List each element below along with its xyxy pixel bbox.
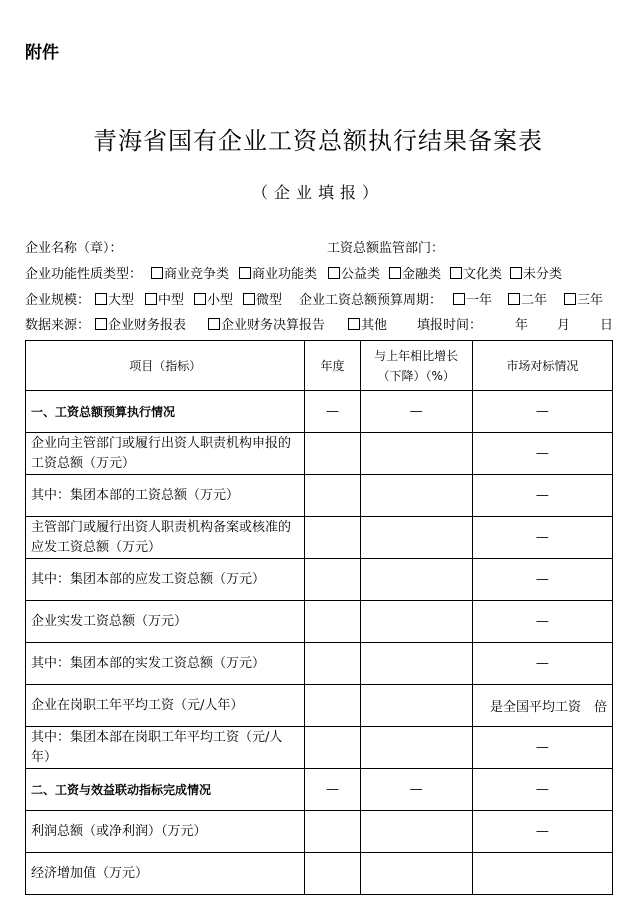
checkbox-icon[interactable]	[239, 267, 251, 279]
cell-year: —	[305, 391, 360, 433]
checkbox-icon[interactable]	[243, 293, 255, 305]
checkbox-icon[interactable]	[348, 318, 360, 330]
cell-growth: —	[360, 769, 472, 811]
cycle-option-three-year[interactable]: 三年	[564, 292, 603, 310]
company-name-label: 企业名称（章）：	[25, 241, 123, 256]
row-label: 企业在岗职工年平均工资（元/人年）	[26, 685, 305, 727]
scale-option-micro[interactable]: 微型	[243, 292, 282, 310]
table-row	[26, 559, 613, 601]
cell-market: —	[472, 475, 612, 517]
cell-growth[interactable]	[360, 811, 472, 853]
cell-market: —	[472, 391, 612, 433]
fill-time-month: 月	[557, 318, 571, 333]
function-option-commercial-competition[interactable]: 商业竞争类	[151, 266, 229, 284]
source-option-other[interactable]: 其他	[348, 317, 387, 335]
scale-option-medium[interactable]: 中型	[145, 292, 184, 310]
function-option-culture[interactable]: 文化类	[450, 266, 502, 284]
cell-growth: —	[360, 391, 472, 433]
document-title: 青海省国有企业工资总额执行结果备案表	[93, 127, 543, 155]
cycle-option-one-year[interactable]: 一年	[453, 292, 492, 310]
table-row	[26, 517, 613, 559]
row-label: 企业向主管部门或履行出资人职责机构申报的工资总额（万元）	[26, 433, 305, 475]
cell-year[interactable]	[305, 811, 360, 853]
cell-growth[interactable]	[360, 685, 472, 727]
row-label: 其中：集团本部的应发工资总额（万元）	[26, 559, 305, 601]
row-label: 其中：集团本部在岗职工年平均工资（元/人年）	[26, 727, 305, 769]
checkbox-icon[interactable]	[453, 293, 465, 305]
cell-growth[interactable]	[360, 475, 472, 517]
data-source-label: 数据来源：	[25, 318, 91, 333]
row-label: 利润总额（或净利润）（万元）	[26, 811, 305, 853]
table-row	[26, 685, 613, 727]
cell-growth[interactable]	[360, 433, 472, 475]
scale-label: 企业规模：	[25, 293, 91, 308]
row-label: 经济增加值（万元）	[26, 853, 305, 895]
row-label: 其中：集团本部的实发工资总额（万元）	[26, 643, 305, 685]
cell-market-national-ratio[interactable]: 是全国平均工资 倍	[472, 685, 612, 727]
checkbox-icon[interactable]	[450, 267, 462, 279]
table-header-row	[26, 341, 613, 391]
row-label: 主管部门或履行出资人职责机构备案或核准的应发工资总额（万元）	[26, 517, 305, 559]
function-option-public-welfare[interactable]: 公益类	[328, 266, 380, 284]
row-label: 二、工资与效益联动指标完成情况	[26, 769, 305, 811]
cell-year[interactable]	[305, 685, 360, 727]
table-row	[26, 391, 613, 433]
filing-table	[25, 340, 613, 895]
cycle-option-two-year[interactable]: 二年	[508, 292, 547, 310]
checkbox-icon[interactable]	[510, 267, 522, 279]
fill-time-label: 填报时间：	[417, 318, 483, 333]
checkbox-icon[interactable]	[151, 267, 163, 279]
row-label: 企业实发工资总额（万元）	[26, 601, 305, 643]
cell-year[interactable]	[305, 559, 360, 601]
scale-option-small[interactable]: 小型	[194, 292, 233, 310]
table-row	[26, 727, 613, 769]
header-growth: 与上年相比增长 （下降）（%）	[360, 341, 472, 391]
header-market-benchmark: 市场对标情况	[472, 341, 612, 391]
cell-growth[interactable]	[360, 853, 472, 895]
table-row	[26, 853, 613, 895]
table-row	[26, 601, 613, 643]
cell-market[interactable]	[472, 853, 612, 895]
checkbox-icon[interactable]	[194, 293, 206, 305]
function-type-label: 企业功能性质类型：	[25, 267, 143, 282]
supervisor-label: 工资总额监管部门：	[327, 241, 445, 256]
cell-year[interactable]	[305, 601, 360, 643]
checkbox-icon[interactable]	[95, 318, 107, 330]
cell-growth[interactable]	[360, 601, 472, 643]
cell-year[interactable]	[305, 517, 360, 559]
checkbox-icon[interactable]	[564, 293, 576, 305]
document-subtitle: （企业填报）	[251, 183, 384, 202]
source-option-final-accounts-report[interactable]: 企业财务决算报告	[208, 317, 325, 335]
cell-market: —	[472, 559, 612, 601]
cell-market: —	[472, 643, 612, 685]
checkbox-icon[interactable]	[508, 293, 520, 305]
checkbox-icon[interactable]	[328, 267, 340, 279]
function-option-commercial-function[interactable]: 商业功能类	[239, 266, 317, 284]
annex-label: 附件	[25, 43, 59, 63]
cell-year[interactable]	[305, 727, 360, 769]
cell-growth[interactable]	[360, 643, 472, 685]
cell-year[interactable]	[305, 433, 360, 475]
table-row	[26, 811, 613, 853]
cell-market: —	[472, 811, 612, 853]
table-row	[26, 475, 613, 517]
checkbox-icon[interactable]	[389, 267, 401, 279]
budget-cycle-label: 企业工资总额预算周期：	[299, 293, 443, 308]
cell-year: —	[305, 769, 360, 811]
checkbox-icon[interactable]	[95, 293, 107, 305]
fill-time-year: 年	[515, 318, 529, 333]
cell-growth[interactable]	[360, 559, 472, 601]
row-label: 一、工资总额预算执行情况	[26, 391, 305, 433]
table-row	[26, 433, 613, 475]
header-item: 项目（指标）	[26, 341, 305, 391]
cell-market: —	[472, 769, 612, 811]
cell-growth[interactable]	[360, 727, 472, 769]
checkbox-icon[interactable]	[145, 293, 157, 305]
scale-option-large[interactable]: 大型	[95, 292, 134, 310]
cell-market: —	[472, 517, 612, 559]
cell-market: —	[472, 433, 612, 475]
cell-market: —	[472, 727, 612, 769]
checkbox-icon[interactable]	[208, 318, 220, 330]
function-option-finance[interactable]: 金融类	[389, 266, 441, 284]
header-year: 年度	[305, 341, 360, 391]
row-label: 其中：集团本部的工资总额（万元）	[26, 475, 305, 517]
cell-year[interactable]	[305, 643, 360, 685]
cell-market: —	[472, 601, 612, 643]
table-row	[26, 643, 613, 685]
cell-year[interactable]	[305, 475, 360, 517]
function-option-unclassified[interactable]: 未分类	[510, 266, 562, 284]
cell-growth[interactable]	[360, 517, 472, 559]
source-option-financial-statement[interactable]: 企业财务报表	[95, 317, 186, 335]
fill-time-day: 日	[600, 318, 614, 333]
table-row	[26, 769, 613, 811]
cell-year[interactable]	[305, 853, 360, 895]
